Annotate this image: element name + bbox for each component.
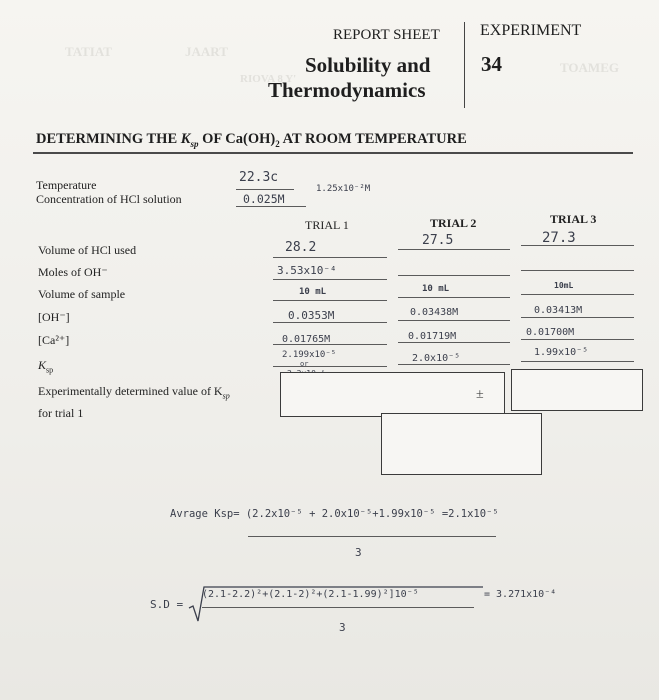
trial2-ksp: 2.0x10⁻⁵ xyxy=(412,353,461,364)
bleed-through-text: JAART xyxy=(185,44,228,59)
answer-line xyxy=(398,342,510,343)
answer-line xyxy=(398,297,510,298)
trial1-ca-conc: 0.01765M xyxy=(282,334,331,345)
experiment-number: 34 xyxy=(481,52,502,76)
experiment-label: EXPERIMENT xyxy=(480,22,582,39)
bleed-through-text: TOAMEG xyxy=(560,60,619,75)
temperature-value: 22.3c xyxy=(239,170,279,185)
answer-line xyxy=(398,249,510,250)
row-label-volume-hcl: Volume of HCl used xyxy=(38,243,137,257)
trial1-ksp: 2.199x10⁻⁵ xyxy=(282,350,337,360)
trial3-volume-sample: 10mL xyxy=(554,281,574,290)
header-divider xyxy=(464,22,465,108)
hcl-concentration-line xyxy=(236,206,306,207)
sd-result: = 3.271x10⁻⁴ xyxy=(484,589,557,600)
average-fraction-bar xyxy=(248,536,496,537)
answer-line xyxy=(273,366,387,367)
answer-line xyxy=(273,322,387,323)
answer-line xyxy=(398,320,510,321)
row-label-volume-sample: Volume of sample xyxy=(38,287,126,301)
trial1-volume-hcl: 28.2 xyxy=(285,240,317,255)
hcl-concentration-label: Concentration of HCl solution xyxy=(36,192,182,206)
answer-line xyxy=(273,257,387,258)
temperature-label: Temperature xyxy=(36,178,97,192)
answer-line xyxy=(398,364,510,365)
average-ksp-equation: Avrage Ksp= (2.2x10⁻⁵ + 2.0x10⁻⁵+1.99x10⁻⁵ =2.1x10⁻⁵ xyxy=(170,508,499,520)
answer-line xyxy=(521,245,634,246)
answer-line xyxy=(273,279,387,280)
row-label-moles-oh: Moles of OH⁻ xyxy=(38,265,108,279)
trial2-volume-sample: 10 mL xyxy=(422,284,450,294)
report-sheet-label: REPORT SHEET xyxy=(333,27,440,43)
row-label-ca-conc: [Ca²⁺] xyxy=(38,333,70,347)
row-label-oh-conc: [OH⁻] xyxy=(38,310,70,324)
section-title: DETERMINING THE $K_{sp}$ OF $Ca(OH)_2$ AT ROOM TEMPERATURE xyxy=(36,131,467,149)
sd-numerator: (2.1-2.2)²+(2.1-2)²+(2.1-1.99)²]10⁻⁵ xyxy=(202,589,419,600)
answer-line xyxy=(273,300,387,301)
trial1-volume-sample: 10 mL xyxy=(299,287,327,297)
row-label-ksp: $K_{sp}$ xyxy=(38,358,54,375)
trial3-ca-conc: 0.01700M xyxy=(526,327,575,338)
answer-line xyxy=(521,294,634,295)
experiment-title-line2: Thermodynamics xyxy=(268,78,426,102)
hcl-concentration-note: 1.25x10⁻²M xyxy=(316,184,371,194)
experimental-value-label: Experimentally determined value of $K_{sp}$ xyxy=(38,384,230,401)
trial1-ksp-or: or xyxy=(300,360,309,368)
trial3-header: TRIAL 3 xyxy=(550,212,597,226)
trial2-volume-hcl: 27.5 xyxy=(422,233,454,248)
ksp-result-box[interactable] xyxy=(381,413,542,475)
plus-minus-sign: ± xyxy=(476,387,484,402)
trial3-volume-hcl: 27.3 xyxy=(542,230,576,246)
temperature-line xyxy=(236,189,294,190)
trial2-ca-conc: 0.01719M xyxy=(408,331,457,342)
answer-line xyxy=(521,339,634,340)
sd-prefix: S.D = xyxy=(150,598,184,611)
trial1-oh-conc: 0.0353M xyxy=(288,309,335,322)
trial3-ksp: 1.99x10⁻⁵ xyxy=(534,347,589,358)
answer-line xyxy=(521,361,634,362)
sd-fraction-bar xyxy=(202,607,474,608)
hcl-concentration-value: 0.025M xyxy=(243,192,285,206)
answer-line xyxy=(521,317,634,318)
trial1-moles-oh: 3.53x10⁻⁴ xyxy=(277,264,337,277)
ksp-uncertainty-box[interactable] xyxy=(511,369,643,411)
trial3-oh-conc: 0.03413M xyxy=(534,305,583,316)
bleed-through-text: TATIAT xyxy=(65,44,112,59)
experiment-title-line1: Solubility and xyxy=(305,53,431,77)
section-title-rule xyxy=(33,152,633,154)
average-ksp-denominator: 3 xyxy=(355,546,362,559)
answer-line xyxy=(521,270,634,271)
trial1-header: TRIAL 1 xyxy=(305,218,349,232)
trial2-header: TRIAL 2 xyxy=(430,216,477,230)
bleed-through-text: RIOVA 8 Y' xyxy=(240,73,297,85)
experimental-trial-label: for trial 1 xyxy=(38,406,84,420)
ksp-value-box[interactable] xyxy=(280,372,505,417)
sd-denominator: 3 xyxy=(339,621,346,634)
trial2-oh-conc: 0.03438M xyxy=(410,307,459,318)
answer-line xyxy=(398,275,510,276)
